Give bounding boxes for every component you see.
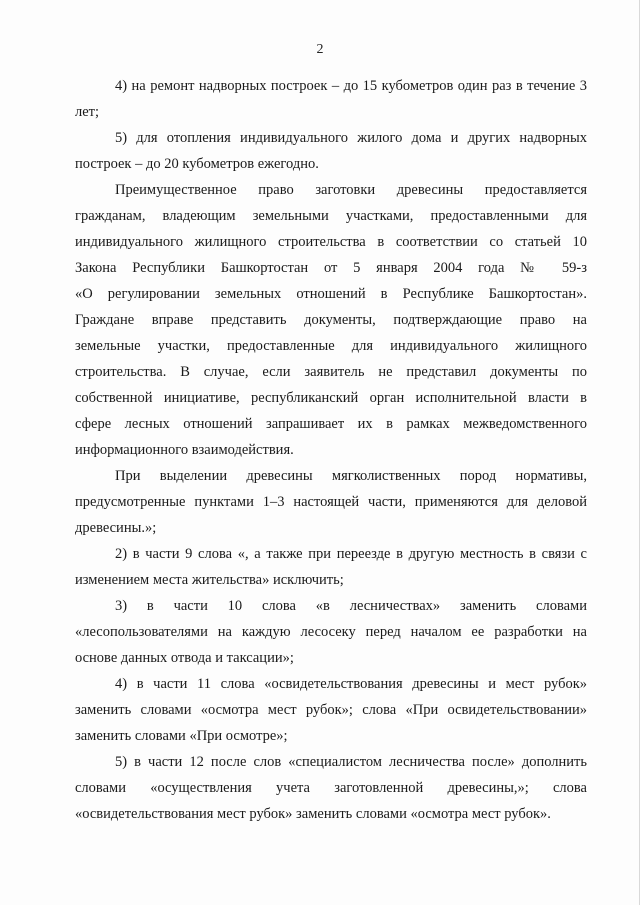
text-line: собственной инициативе, республиканский орган исполнительной власти в [75, 390, 587, 406]
text-line: древесины.»; [75, 520, 157, 536]
text-line: сфере лесных отношений запрашивает их в рамках межведомственного [75, 416, 587, 432]
text-line: «О регулировании земельных отношений в Республике Башкортостан». [75, 286, 587, 302]
text-line: 5) в части 12 после слов «специалистом лесничества после» дополнить [115, 754, 587, 770]
text-line: строительства. В случае, если заявитель не представил документы по [75, 364, 587, 380]
text-line: Закона Республики Башкортостан от 5 января 2004 года № 59-з [75, 260, 587, 276]
text-line: словами «осуществления учета заготовленной древесины,»; слова [75, 780, 587, 796]
page-number: 2 [316, 42, 324, 57]
text-line: «освидетельствования мест рубок» заменить словами «осмотра мест рубок». [75, 806, 551, 822]
text-line: При выделении древесины мягколиственных пород нормативы, [115, 468, 587, 484]
text-line: Граждане вправе представить документы, подтверждающие право на [75, 312, 587, 328]
text-line: 4) в части 11 слова «освидетельствования древесины и мест рубок» [115, 676, 587, 692]
text-line: 3) в части 10 слова «в лесничествах» заменить словами [115, 598, 587, 614]
text-line: основе данных отвода и таксации»; [75, 650, 294, 666]
text-line: заменить словами «При осмотре»; [75, 728, 288, 744]
text-line: лет; [75, 104, 100, 120]
text-line: 5) для отопления индивидуального жилого дома и других надворных [115, 130, 587, 146]
text-line: 2) в части 9 слова «, а также при переезде в другую местность в связи с [115, 546, 587, 562]
text-line: земельные участки, предоставленные для индивидуального жилищного [75, 338, 587, 354]
text-line: заменить словами «осмотра мест рубок»; слова «При освидетельствовании» [75, 702, 587, 718]
text-line: гражданам, владеющим земельными участками, предоставленными для [75, 208, 587, 224]
text-line: «лесопользователями на каждую лесосеку перед началом ее разработки на [75, 624, 587, 640]
text-line: Преимущественное право заготовки древесины предоставляется [115, 182, 587, 198]
text-line: индивидуального жилищного строительства в соответствии со статьей 10 [75, 234, 587, 250]
text-line: построек – до 20 кубометров ежегодно. [75, 156, 319, 172]
text-line: предусмотренные пунктами 1–3 настоящей части, применяются для деловой [75, 494, 587, 510]
text-line: изменением места жительства» исключить; [75, 572, 344, 588]
text-line: 4) на ремонт надворных построек – до 15 кубометров один раз в течение 3 [115, 78, 587, 94]
text-line: информационного взаимодействия. [75, 442, 294, 458]
